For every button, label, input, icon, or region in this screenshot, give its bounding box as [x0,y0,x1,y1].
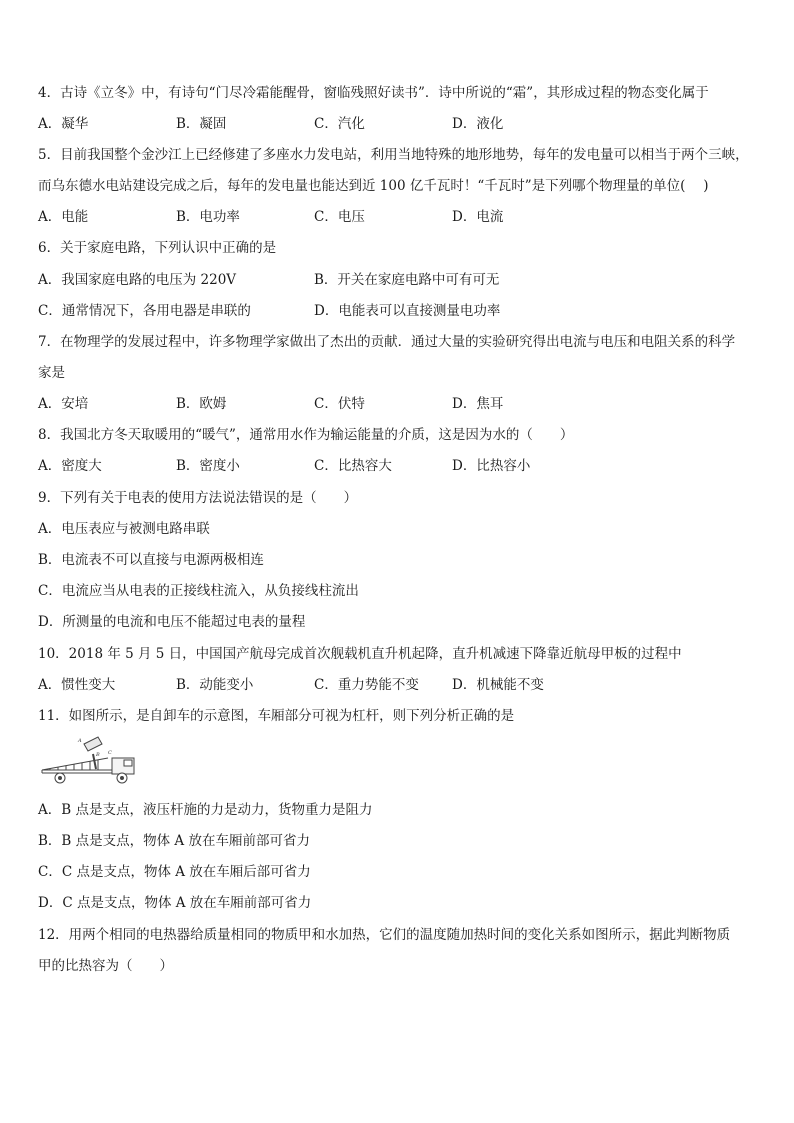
question-6-option-b[interactable]: B．开关在家庭电路中可有可无 [314,272,500,288]
figure-label-c: C [108,750,112,756]
question-11-option-d[interactable]: D．C 点是支点，物体 A 放在车厢前部可省力 [38,895,312,911]
question-9-option-c[interactable]: C．电流应当从电表的正接线柱流入，从负接线柱流出 [38,583,359,599]
question-9-option-b[interactable]: B．电流表不可以直接与电源两极相连 [38,552,264,568]
question-5-option-a[interactable]: A．电能 [38,209,89,225]
question-10-option-a[interactable]: A．惯性变大 [38,677,116,693]
question-4-option-a[interactable]: A．凝华 [38,116,89,132]
question-8-stem-line-1: 8．我国北方冬天取暖用的“暖气”，通常用水作为输运能量的介质，这是因为水的（ ） [38,427,574,443]
question-4-option-b[interactable]: B．凝固 [176,116,227,132]
question-5-option-c[interactable]: C．电压 [314,209,365,225]
question-7-stem-line-2: 家是 [38,365,65,381]
question-10-option-d[interactable]: D．机械能不变 [452,677,544,693]
question-4-stem-line-1: 4．古诗《立冬》中，有诗句“门尽冷霜能醒骨，窗临残照好读书”．诗中所说的“霜”，其形成过程的物态变化属于 [38,85,709,101]
question-10-option-c[interactable]: C．重力势能不变 [314,677,419,693]
question-12-stem-line-1: 12．用两个相同的电热器给质量相同的物质甲和水加热，它们的温度随加热时间的变化关系如图所示，据此判断物质 [38,927,731,943]
question-9-option-a[interactable]: A．电压表应与被测电路串联 [38,521,210,537]
question-5-option-b[interactable]: B．电功率 [176,209,240,225]
question-8-option-b[interactable]: B．密度小 [176,458,240,474]
question-8-option-d[interactable]: D．比热容小 [452,458,531,474]
dump-truck-figure [38,730,138,788]
question-11-option-b[interactable]: B．B 点是支点，物体 A 放在车厢前部可省力 [38,833,310,849]
question-7-option-d[interactable]: D．焦耳 [452,396,504,412]
question-7-stem-line-1: 7．在物理学的发展过程中，许多物理学家做出了杰出的贡献．通过大量的实验研究得出电流与电压和电阻关系的科学 [38,334,736,350]
question-7-option-b[interactable]: B．欧姆 [176,396,227,412]
figure-label-a: A [78,738,82,744]
question-8-option-a[interactable]: A．密度大 [38,458,102,474]
question-6-option-d[interactable]: D．电能表可以直接测量电功率 [314,303,501,319]
question-7-option-a[interactable]: A．安培 [38,396,89,412]
question-6-stem-line-1: 6．关于家庭电路，下列认识中正确的是 [38,240,277,256]
question-6-option-c[interactable]: C．通常情况下，各用电器是串联的 [38,303,251,319]
question-11-option-c[interactable]: C．C 点是支点，物体 A 放在车厢后部可省力 [38,864,311,880]
question-9-option-d[interactable]: D．所测量的电流和电压不能超过电表的量程 [38,614,306,630]
question-10-option-b[interactable]: B．动能变小 [176,677,254,693]
figure-label-b: B [96,752,100,758]
question-6-option-a[interactable]: A．我国家庭电路的电压为 220V [38,272,237,288]
question-11-stem-line-1: 11．如图所示，是自卸车的示意图，车厢部分可视为杠杆，则下列分析正确的是 [38,708,515,724]
question-10-stem-line-1: 10．2018 年 5 月 5 日，中国国产航母完成首次舰载机直升机起降，直升机减速下降靠近航母甲板的过程中 [38,646,682,662]
question-12-stem-line-2: 甲的比热容为（ ） [38,958,173,974]
question-5-stem-line-2: 而乌东德水电站建设完成之后，每年的发电量也能达到近 100 亿千瓦时！“千瓦时”是下列哪个物理量的单位( ) [38,178,709,194]
question-4-option-d[interactable]: D．液化 [452,116,504,132]
question-7-option-c[interactable]: C．伏特 [314,396,365,412]
question-4-option-c[interactable]: C．汽化 [314,116,365,132]
question-5-stem-line-1: 5．目前我国整个金沙江上已经修建了多座水力发电站，利用当地特殊的地形地势，每年的发电量可以相当于两个三峡， [38,147,749,163]
question-5-option-d[interactable]: D．电流 [452,209,504,225]
question-8-option-c[interactable]: C．比热容大 [314,458,392,474]
question-9-stem-line-1: 9．下列有关于电表的使用方法说法错误的是（ ） [38,490,358,506]
question-11-option-a[interactable]: A．B 点是支点，液压杆施的力是动力，货物重力是阻力 [38,802,373,818]
